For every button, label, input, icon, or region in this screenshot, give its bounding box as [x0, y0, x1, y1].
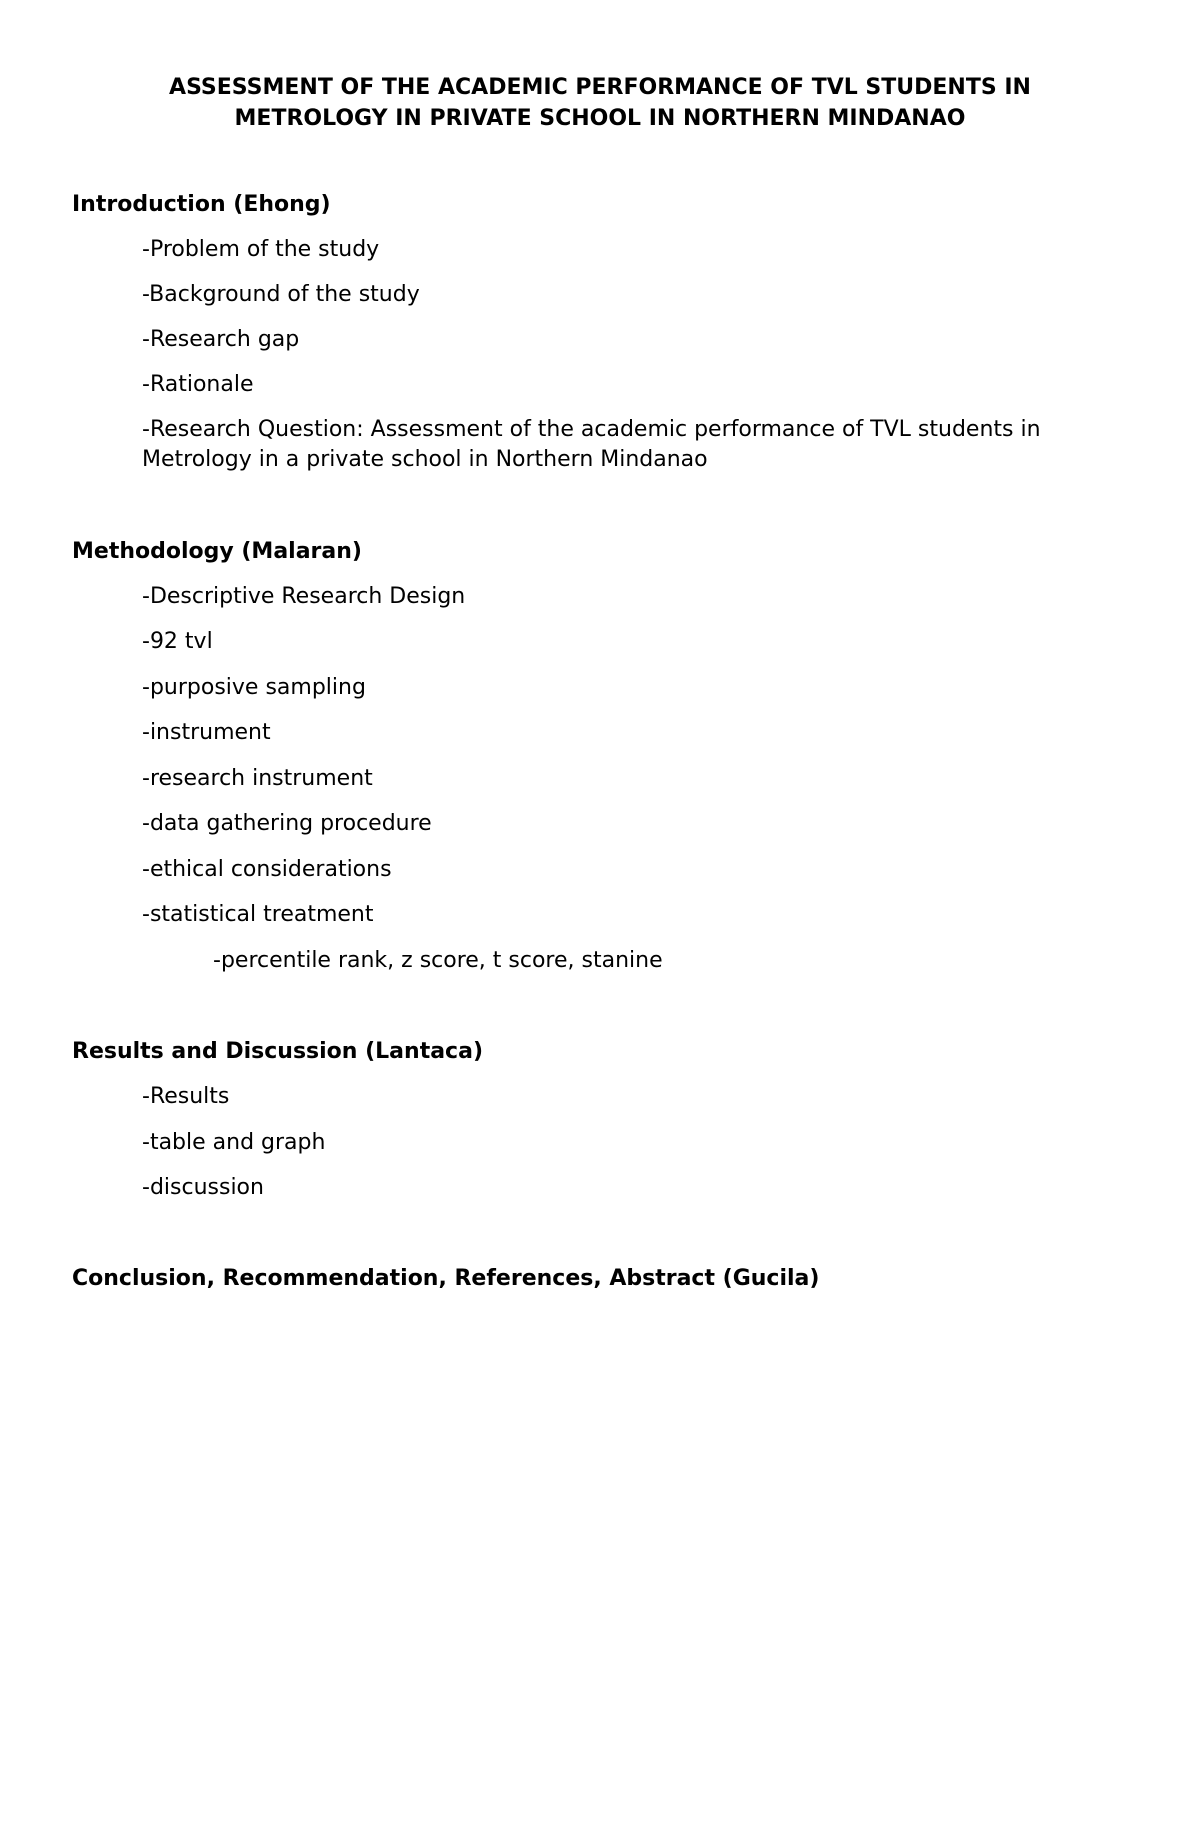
methodology-item-design: -Descriptive Research Design — [142, 584, 466, 609]
results-heading: Results and Discussion (Lantaca) — [72, 1039, 483, 1064]
title-line-1: ASSESSMENT OF THE ACADEMIC PERFORMANCE OF TVL STUDENTS IN — [169, 75, 1031, 100]
methodology-item-ethical: -ethical considerations — [142, 857, 392, 882]
methodology-heading: Methodology (Malaran) — [72, 539, 362, 564]
introduction-item-background: -Background of the study — [142, 282, 420, 307]
methodology-subitem-statistics: -percentile rank, z score, t score, stanine — [213, 948, 663, 973]
introduction-heading: Introduction (Ehong) — [72, 192, 331, 217]
results-item-table-graph: -table and graph — [142, 1130, 326, 1155]
title-line-2: METROLOGY IN PRIVATE SCHOOL IN NORTHERN MINDANAO — [234, 106, 966, 131]
introduction-item-research-gap: -Research gap — [142, 327, 300, 352]
results-item-discussion: -discussion — [142, 1175, 264, 1200]
methodology-item-instrument: -instrument — [142, 720, 271, 745]
methodology-item-statistical: -statistical treatment — [142, 902, 374, 927]
methodology-item-research-instrument: -research instrument — [142, 766, 373, 791]
conclusion-heading: Conclusion, Recommendation, References, Abstract (Gucila) — [72, 1266, 820, 1291]
introduction-item-problem: -Problem of the study — [142, 237, 380, 262]
methodology-item-sampling: -purposive sampling — [142, 675, 366, 700]
results-item-results: -Results — [142, 1084, 230, 1109]
document-title — [72, 72, 1128, 134]
methodology-item-respondents: -92 tvl — [142, 629, 213, 654]
introduction-item-rationale: -Rationale — [142, 372, 254, 397]
methodology-item-data-gathering: -data gathering procedure — [142, 811, 432, 836]
introduction-item-research-question: -Research Question: Assessment of the academic performance of TVL students in Metrology in a private school in Northern Mindanao — [142, 417, 1041, 472]
